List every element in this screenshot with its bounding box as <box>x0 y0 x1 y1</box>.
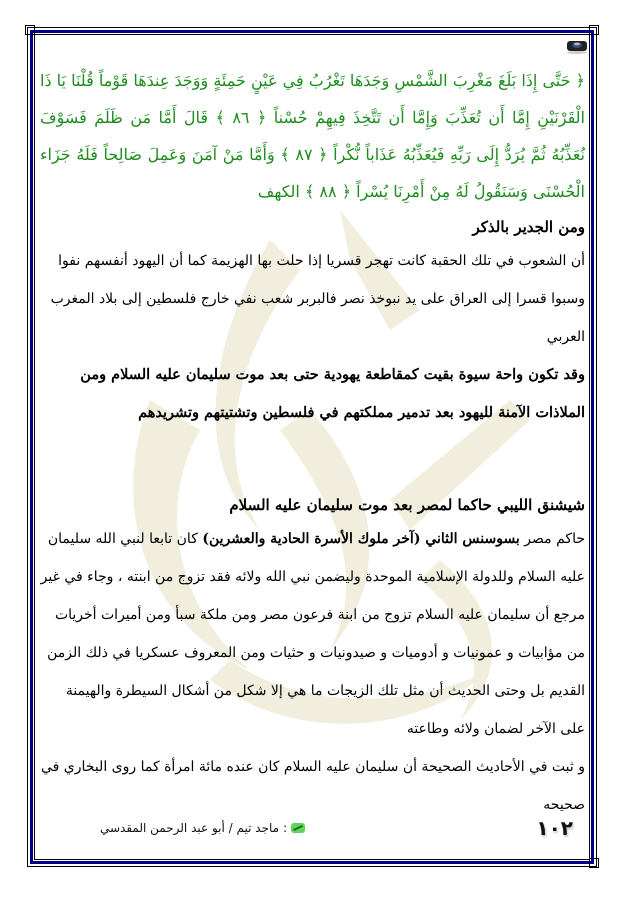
frame-corner-top-right <box>589 25 599 35</box>
paragraph-prefix: حاكم مصر <box>524 531 585 547</box>
quran-verse: ﴿ حَتَّى إِذَا بَلَغَ مَغْرِبَ الشَّمْسِ وَجَدَهَا تَغْرُبُ فِي عَيْنٍ حَمِئَةٍ وَوَجَدَ عِندَهَا قَوْماً قُلْنَا يَا ذَا الْقَرْنَيْنِ إِمَّا أَن تُعَذِّبَ وَإِمَّا أَن تَتَّخِذَ فِيهِمْ حُسْناً ﴿ ٨٦ ﴾ قَالَ أَمَّا مَن ظَلَمَ فَسَوْفَ نُعَذِّبُهُ ثُمَّ يُرَدُّ إِلَى رَبِّهِ فَيُعَذِّبُهُ عَذَاباً نُّكْراً ﴿ ٨٧ ﴾ وَأَمَّا مَنْ آمَنَ وَعَمِلَ صَالِحاً فَلَهُ جَزَاء الْحُسْنَى وَسَنَقُولُ لَهُ مِنْ أَمْرِنَا يُسْراً ﴿ ٨٨ ﴾ الكهف <box>40 71 586 201</box>
author-separator: : <box>283 821 288 835</box>
book-logo-icon <box>566 40 588 54</box>
paragraph-hadith: و ثبت في الأحاديث الصحيحة أن سليمان عليه السلام كان عنده مائة امرأة كما روى البخاري في صحيحه <box>41 759 585 813</box>
paragraph-body: كان تابعا لنبي الله سليمان عليه السلام وللدولة الإسلامية الموحدة وليضمن نبي الله ولائه فقد تزوج من ابنته ، وجاء في غير مرجع أن سليمان عليه السلام تزوج من ابنة فرعون مصر ومن ملكة سبأ ومن أميرات أخريات من مؤابيات و عمونيات و أدوميات و صيدونيات و حثيات ومن المعروف عسكريا في ذلك الزمن القديم بل وحتى الحديث أن مثل تلك الزيجات ما هي إلا شكل من أشكال السيطرة والهيمنة على الآخر لضمان ولائه وطاعته <box>40 531 585 737</box>
section-heading-notable: ومن الجدير بالذكر <box>472 218 585 236</box>
paragraph-exile: أن الشعوب في تلك الحقبة كانت تهجر قسريا إذا حلت بها الهزيمة كما أن اليهود أنفسهم نفوا وسبوا قسرا إلى العراق على يد نبوخذ نصر فالبربر شعب نفي خارج فلسطين إلى بلاد المغرب العربي <box>50 253 585 345</box>
frame-corner-bottom-right <box>589 858 599 868</box>
paragraph-egypt-ruler <box>40 520 585 748</box>
pen-icon <box>291 823 305 833</box>
page-content <box>40 62 585 824</box>
frame-corner-top-left <box>25 25 35 35</box>
author-name: ماجد تيم / أبو عبد الرحمن المقدسي <box>100 821 280 835</box>
page-number: ١٠٢ <box>536 816 573 840</box>
section-heading-shishak: شيشنق الليبي حاكما لمصر بعد موت سليمان عليه السلام <box>229 496 585 514</box>
page-footer <box>40 812 585 846</box>
author-credit <box>100 821 305 835</box>
paragraph-siwa: وقد تكون واحة سيوة بقيت كمقاطعة يهودية حتى بعد موت سليمان عليه السلام ومن الملاذات الآمنة لليهود بعد تدمير مملكتهم في فلسطين وتشتيتهم وتشريدهم <box>80 366 585 421</box>
pharaoh-name: بسوسنس الثاني (آخر ملوك الأسرة الحادية والعشرين) <box>202 531 520 547</box>
